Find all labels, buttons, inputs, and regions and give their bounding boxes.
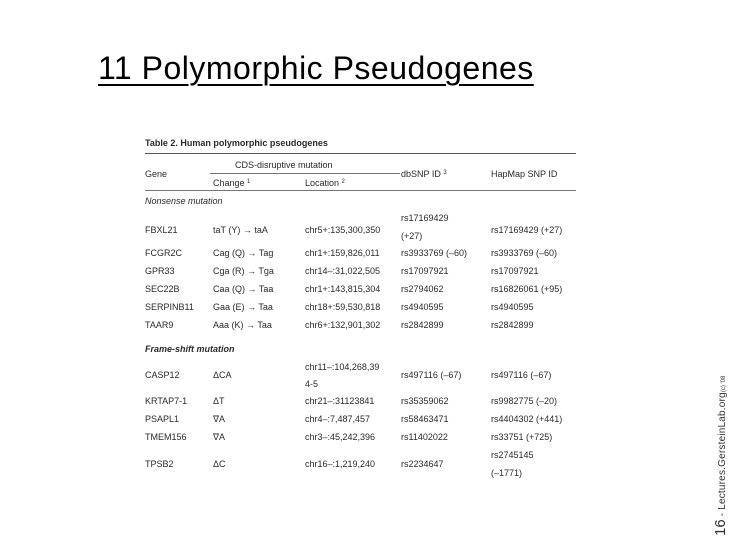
- row-location: chr3–:45,242,396: [305, 432, 376, 442]
- footer-copyright: (c) '08: [721, 375, 727, 393]
- header-cds-span: CDS-disruptive mutation: [235, 160, 333, 170]
- row-dbsnp: rs58463471: [401, 414, 449, 424]
- row-location: chr1+:143,815,304: [305, 284, 381, 294]
- footer-dash: -: [717, 509, 728, 520]
- table-top-rule: [145, 153, 576, 154]
- row-location: chr4–:7,487,457: [305, 414, 371, 424]
- header-span-rule: [210, 173, 400, 174]
- row-gene: SEC22B: [145, 284, 180, 294]
- row-change: Gaa (E) → Taa: [213, 302, 273, 312]
- footer-lab-url: Lectures.GersteinLab.org: [717, 392, 728, 510]
- row-dbsnp: rs17097921: [401, 266, 449, 276]
- row-location: chr5+:135,300,350: [305, 225, 381, 235]
- row-gene: TPSB2: [145, 459, 174, 469]
- header-gene: Gene: [145, 169, 168, 179]
- table-caption: Table 2. Human polymorphic pseudogenes: [145, 138, 328, 148]
- row-hapmap-note: (–1771): [491, 468, 523, 478]
- row-hapmap: rs4940595: [491, 302, 534, 312]
- row-gene: CASP12: [145, 370, 180, 380]
- row-gene: FBXL21: [145, 225, 178, 235]
- row-dbsnp: rs2794062: [401, 284, 444, 294]
- row-location: chr11–:104,268,39: [305, 362, 380, 372]
- row-location: chr16–:1,219,240: [305, 459, 376, 469]
- row-location: chr18+:59,530,818: [305, 302, 381, 312]
- row-gene: PSAPL1: [145, 414, 180, 424]
- row-change: Caa (Q) → Taa: [213, 284, 274, 294]
- group-label-nonsense: Nonsense mutation: [145, 196, 223, 206]
- row-location-cont: 4-5: [305, 379, 319, 389]
- row-hapmap: rs16826061 (+95): [491, 284, 563, 294]
- row-dbsnp: rs11402022: [401, 432, 448, 442]
- row-change: ΔCA: [213, 370, 232, 380]
- row-location: chr1+:159,826,011: [305, 248, 380, 258]
- row-change: ΔT: [213, 396, 225, 406]
- row-gene: TMEM156: [145, 432, 187, 442]
- row-hapmap: rs2745145: [491, 450, 534, 460]
- header-change: Change $^1$: [213, 178, 251, 188]
- row-dbsnp: rs4940595: [401, 302, 444, 312]
- row-dbsnp: rs3933769 (–60): [401, 248, 468, 258]
- row-change: Cag (Q) → Tag: [213, 248, 274, 258]
- row-change: taT (Y) → taA: [213, 225, 268, 235]
- row-hapmap: rs17097921: [491, 266, 539, 276]
- row-change: ∇A: [213, 414, 226, 424]
- row-change: Cga (R) → Tga: [213, 266, 274, 276]
- row-hapmap: rs4404302 (+441): [491, 414, 563, 424]
- footer-vertical: [712, 376, 730, 536]
- row-gene: GPR33: [145, 266, 175, 276]
- row-change: ∇A: [213, 432, 226, 442]
- row-hapmap: rs17169429 (+27): [491, 225, 563, 235]
- group-label-frameshift: Frame-shift mutation: [145, 344, 235, 354]
- header-bottom-rule: [145, 190, 576, 191]
- row-hapmap: rs497116 (–67): [491, 370, 552, 380]
- row-gene: TAAR9: [145, 320, 174, 330]
- row-gene: SERPINB11: [145, 302, 194, 312]
- row-gene: KRTAP7-1: [145, 396, 188, 406]
- row-dbsnp: rs17169429: [401, 213, 449, 223]
- row-dbsnp: rs2842899: [401, 320, 444, 330]
- header-location: Location $^2$: [305, 178, 345, 188]
- row-location: chr6+:132,901,302: [305, 320, 381, 330]
- row-hapmap: rs3933769 (–60): [491, 248, 558, 258]
- row-dbsnp: rs35359062: [401, 396, 449, 406]
- slide-title: 11 Polymorphic Pseudogenes: [98, 50, 534, 86]
- row-dbsnp: rs2234647: [401, 459, 444, 469]
- row-change: Aaa (K) → Taa: [213, 320, 272, 330]
- row-dbsnp: rs497116 (–67): [401, 370, 462, 380]
- row-location: chr14–:31,022,505: [305, 266, 381, 276]
- row-dbsnp-note: (+27): [401, 231, 423, 241]
- row-hapmap: rs33751 (+725): [491, 432, 553, 442]
- row-change: ΔC: [213, 459, 226, 469]
- row-location: chr21–:31123841: [305, 396, 375, 406]
- row-hapmap: rs9982775 (–20): [491, 396, 558, 406]
- row-gene: FCGR2C: [145, 248, 183, 258]
- header-hapmap: HapMap SNP ID: [491, 169, 558, 179]
- header-dbsnp: dbSNP ID $^3$: [401, 169, 447, 179]
- footer-page-number: 16: [712, 519, 729, 536]
- row-hapmap: rs2842899: [491, 320, 534, 330]
